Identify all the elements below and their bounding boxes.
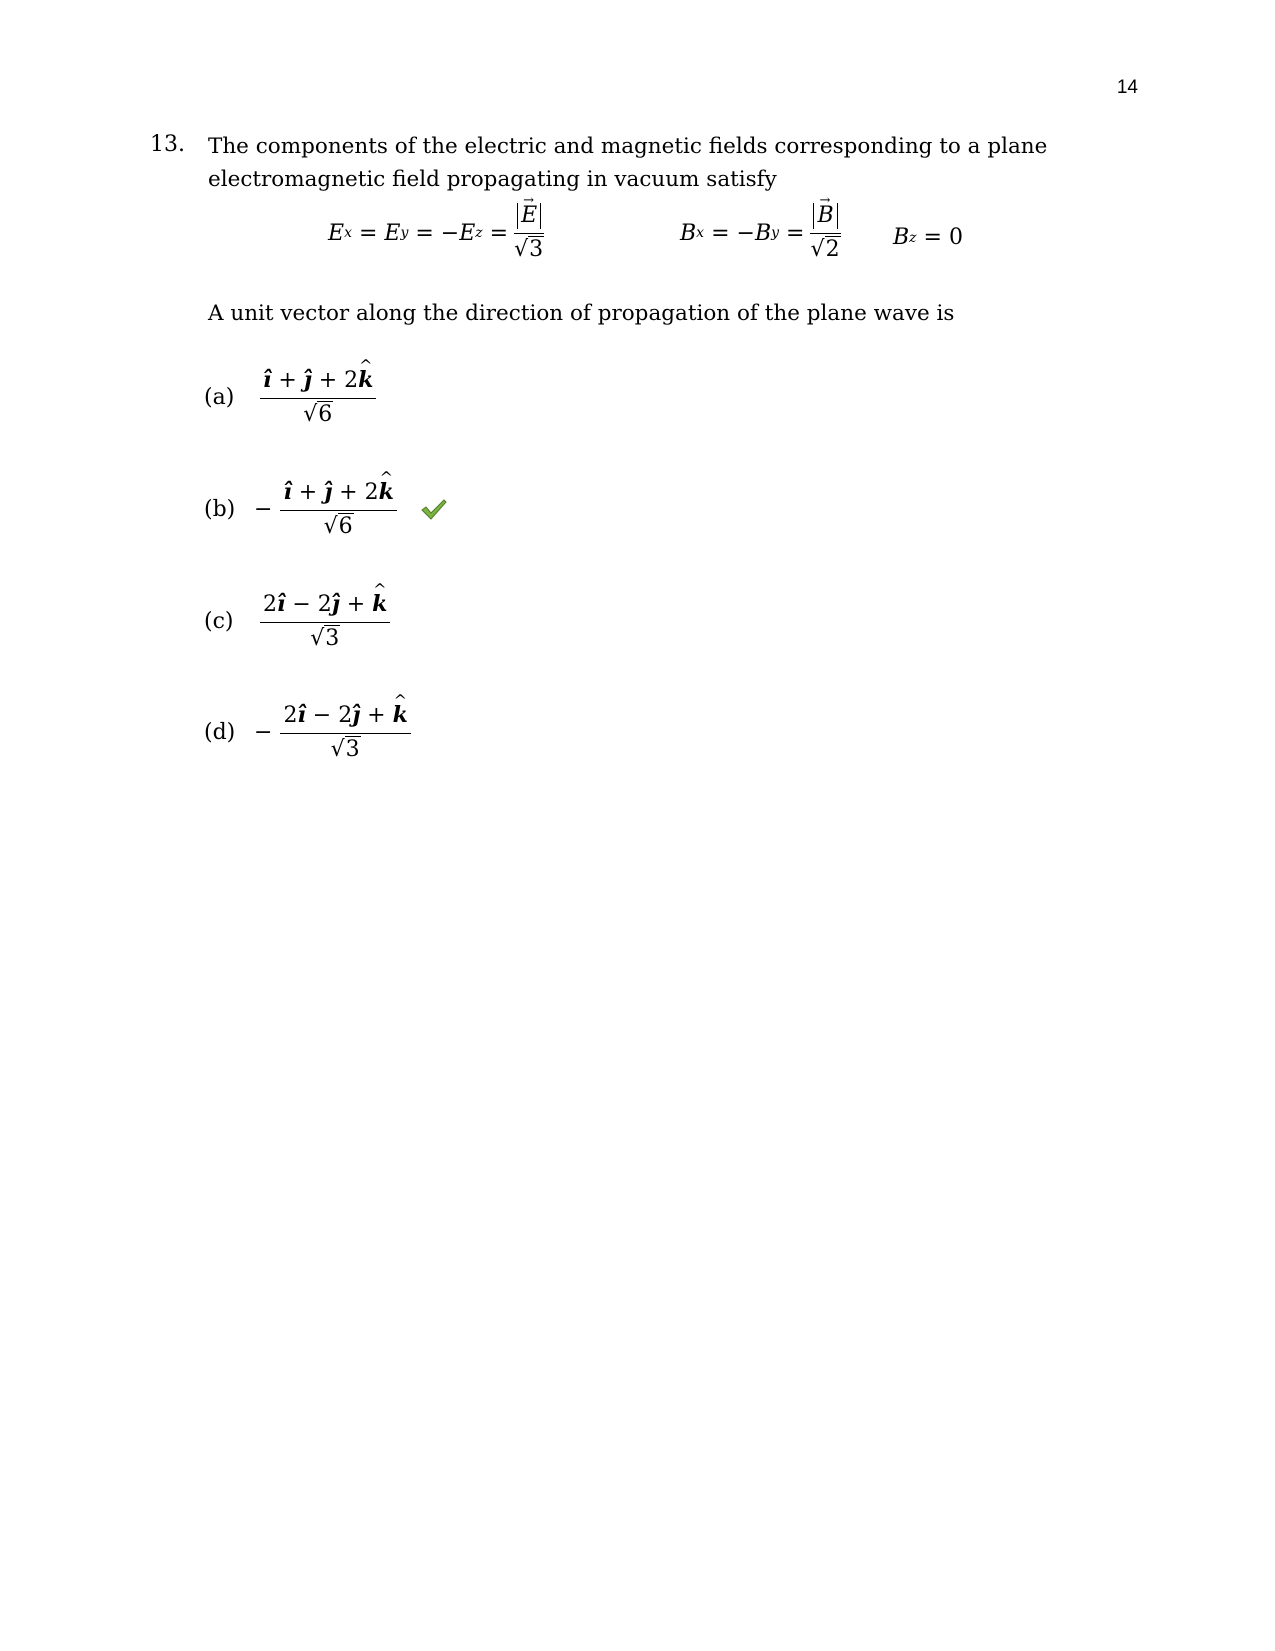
option-b-expression: $\frac{ı̂ + ȷ̂ + 2k \^{}}{√6}$ — [280, 478, 396, 541]
option-c[interactable] — [204, 590, 396, 653]
question-number: 13. — [150, 132, 185, 157]
option-c-label: (c) — [204, 609, 234, 634]
question-prompt: A unit vector along the direction of propagation of the plane wave is — [208, 301, 955, 326]
page-number: 14 — [1116, 77, 1138, 98]
option-a-label: (a) — [204, 385, 235, 410]
magnetic-field-equation: B x = − B y = $\frac{B \to}{√2}$ — [680, 202, 847, 264]
question-text-line1: The components of the electric and magnetic fields corresponding to a plane — [208, 134, 1048, 159]
option-d-label: (d) — [204, 720, 236, 745]
electric-field-equation: E x = E y = − E z = $\frac{E \to}{√3}$ — [328, 202, 550, 264]
option-b[interactable] — [204, 478, 403, 541]
check-icon — [420, 497, 448, 521]
option-b-label: (b) — [204, 497, 236, 522]
question-text-line2: electromagnetic field propagating in vacuum satisfy — [208, 167, 777, 192]
option-a-expression: $\frac{ı̂ + ȷ̂ + 2k \^{}}{√6}$ — [260, 366, 376, 429]
option-d-sign: − — [254, 720, 273, 745]
bz-equation: B z = 0 — [893, 225, 963, 250]
option-a[interactable] — [204, 366, 382, 429]
option-d-expression: $\frac{2ı̂ - 2ȷ̂ + k \^{}}{√3}$ — [280, 701, 410, 764]
option-c-expression: $\frac{2ı̂ - 2ȷ̂ + k \^{}}{√3}$ — [260, 590, 390, 653]
option-d[interactable] — [204, 701, 417, 764]
option-b-sign: − — [254, 497, 273, 522]
